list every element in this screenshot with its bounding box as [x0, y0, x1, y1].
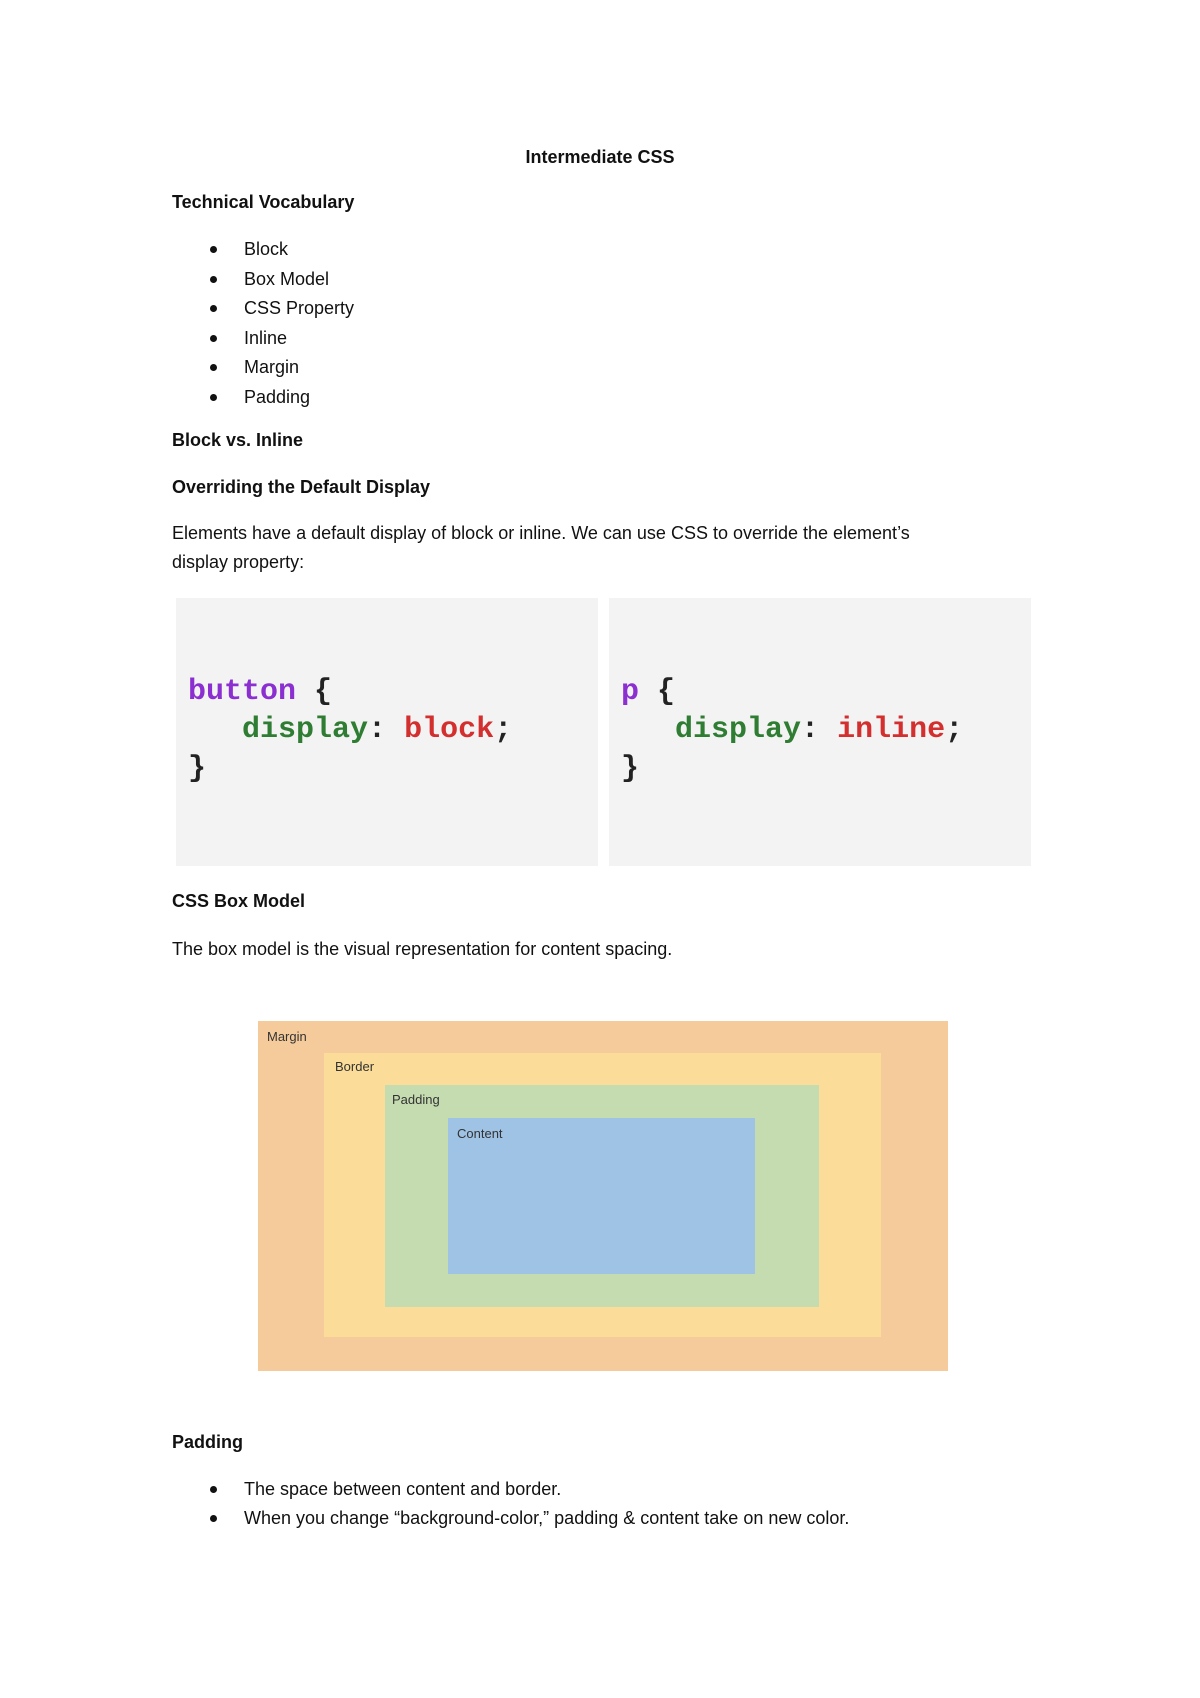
css-value: inline [837, 713, 946, 747]
css-property: display [675, 713, 802, 747]
content-label: Content [457, 1126, 503, 1141]
bullet-icon [210, 394, 217, 401]
bullet-icon [210, 305, 217, 312]
list-item: The space between content and border. [172, 1475, 849, 1504]
overriding-heading: Overriding the Default Display [172, 477, 431, 497]
block-vs-inline-heading: Block vs. Inline [172, 430, 304, 450]
css-property: display [242, 713, 369, 747]
code-example-p [609, 598, 1031, 866]
list-item: Padding [172, 383, 354, 413]
vocabulary-list [172, 235, 354, 412]
paragraph-line: display property: [172, 552, 305, 572]
bullet-icon [210, 276, 217, 283]
padding-list [172, 1475, 849, 1533]
padding-label: Padding [392, 1092, 440, 1107]
page-title: Intermediate CSS [525, 147, 675, 167]
colon: : [801, 713, 820, 747]
list-item: CSS Property [172, 294, 354, 324]
list-item: Inline [172, 324, 354, 354]
content-layer [448, 1118, 755, 1274]
css-value: block [404, 713, 495, 747]
colon: : [368, 713, 387, 747]
close-brace: } [188, 752, 207, 786]
code-example-button [176, 598, 598, 866]
css-selector: p [621, 675, 640, 709]
list-item: Box Model [172, 265, 354, 295]
open-brace: { [314, 675, 333, 709]
list-item: When you change “background-color,” padding & content take on new color. [172, 1504, 849, 1533]
semicolon: ; [945, 713, 964, 747]
bullet-icon [210, 335, 217, 342]
vocabulary-heading: Technical Vocabulary [172, 192, 355, 212]
border-label: Border [335, 1059, 375, 1074]
paragraph-line: Elements have a default display of block or inline. We can use CSS to override the element’s [172, 523, 910, 543]
open-brace: { [657, 675, 676, 709]
box-model-heading: CSS Box Model [172, 891, 306, 911]
padding-heading: Padding [172, 1432, 243, 1452]
bullet-icon [210, 246, 217, 253]
margin-label: Margin [267, 1029, 307, 1044]
box-model-diagram [258, 1021, 948, 1371]
close-brace: } [621, 752, 640, 786]
overriding-paragraph [172, 519, 1032, 577]
bullet-icon [210, 1515, 217, 1522]
semicolon: ; [494, 713, 513, 747]
list-item: Block [172, 235, 354, 265]
css-selector: button [188, 675, 297, 709]
list-item: Margin [172, 353, 354, 383]
bullet-icon [210, 364, 217, 371]
box-model-paragraph: The box model is the visual representation for content spacing. [172, 939, 673, 959]
bullet-icon [210, 1486, 217, 1493]
